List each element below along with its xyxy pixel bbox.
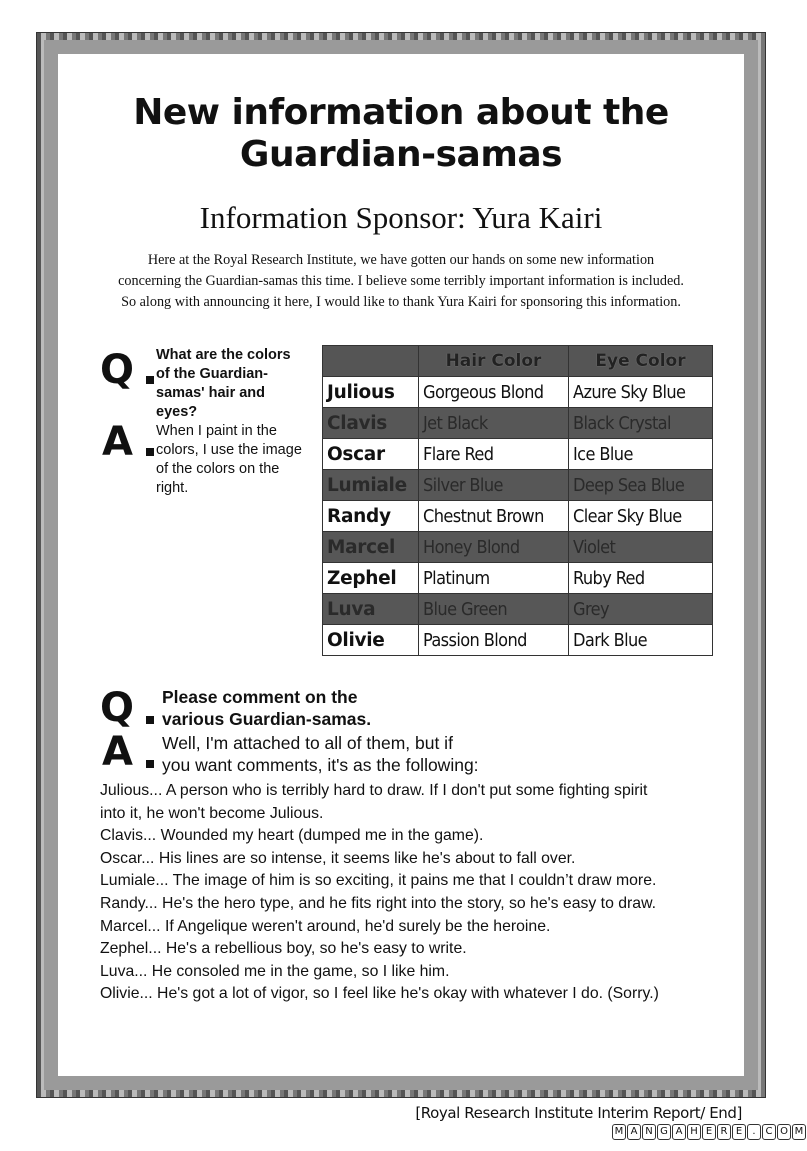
page-content: [58, 54, 744, 1076]
watermark-char: A: [627, 1124, 641, 1140]
eye-color: Black Crystal: [569, 408, 713, 439]
hair-color: Jet Black: [419, 408, 569, 439]
eye-color: Dark Blue: [569, 625, 713, 656]
question-1: What are the colors of the Guardian-samas' hair and eyes?: [156, 347, 291, 420]
watermark-char: N: [642, 1124, 656, 1140]
answer-1: When I paint in the colors, I use the image of the colors on the right.: [156, 423, 302, 496]
title-line-2: Guardian-samas: [239, 134, 563, 175]
q-letter: Q: [100, 685, 135, 731]
sponsor-heading: Information Sponsor: Yura Kairi: [199, 200, 603, 235]
hair-color: Chestnut Brown: [419, 501, 569, 532]
hair-color: Flare Red: [419, 439, 569, 470]
table-row: [323, 594, 713, 625]
table-row: [323, 563, 713, 594]
guardian-name: Lumiale: [323, 470, 419, 501]
watermark-char: R: [717, 1124, 731, 1140]
guardian-name: Randy: [323, 501, 419, 532]
eye-color: Violet: [569, 532, 713, 563]
q-dot: [146, 376, 154, 384]
a-letter: A: [102, 729, 133, 775]
eye-color: Clear Sky Blue: [569, 501, 713, 532]
intro-paragraph: [74, 250, 728, 313]
answer-2: [162, 732, 702, 776]
comment-line: Lumiale... The image of him is so exciting, it pains me that I couldn’t draw more.: [100, 872, 657, 890]
eye-color: Ruby Red: [569, 563, 713, 594]
watermark-char: O: [777, 1124, 791, 1140]
watermark-char: A: [672, 1124, 686, 1140]
header-empty-cell: [323, 346, 419, 377]
question-2-line: various Guardian-samas.: [162, 709, 372, 729]
q-letter: Q: [100, 347, 135, 393]
guardian-name: Julious: [323, 377, 419, 408]
watermark-char: M: [792, 1124, 806, 1140]
table-row: [323, 532, 713, 563]
question-2-line: Please comment on the: [162, 687, 358, 707]
eye-color: Grey: [569, 594, 713, 625]
table-row: [323, 625, 713, 656]
hair-color: Platinum: [419, 563, 569, 594]
header-eye-color: Eye Color: [569, 346, 713, 377]
watermark-char: G: [657, 1124, 671, 1140]
question-2: [162, 686, 632, 730]
hair-color: Silver Blue: [419, 470, 569, 501]
guardian-name: Luva: [323, 594, 419, 625]
comment-line: Julious... A person who is terribly hard to draw. If I don't put some fighting spirit: [100, 782, 648, 799]
site-watermark: [612, 1124, 807, 1140]
table-row: [323, 439, 713, 470]
table-row: [323, 408, 713, 439]
intro-line: Here at the Royal Research Institute, we have gotten our hands on some new information: [147, 252, 655, 268]
answer-2-line: you want comments, it's as the following:: [162, 755, 479, 775]
watermark-char: E: [732, 1124, 746, 1140]
guardian-name: Olivie: [323, 625, 419, 656]
hair-color: Blue Green: [419, 594, 569, 625]
table-row: [323, 470, 713, 501]
comment-line: Clavis... Wounded my heart (dumped me in the game).: [100, 827, 484, 845]
hair-color: Passion Blond: [419, 625, 569, 656]
a-dot: [146, 760, 154, 768]
comment-line: Luva... He consoled me in the game, so I like him.: [100, 962, 450, 980]
watermark-char: H: [687, 1124, 701, 1140]
table-row: [323, 377, 713, 408]
intro-line: concerning the Guardian-samas this time. I believe some terribly important information is included.: [118, 273, 684, 289]
color-table: [322, 345, 713, 656]
guardian-comments: [100, 780, 740, 1006]
hair-color: Gorgeous Blond: [419, 377, 569, 408]
comment-line: Zephel... He's a rebellious boy, so he's easy to write.: [100, 940, 467, 958]
table-row: [323, 501, 713, 532]
title-line-1: New information about the: [133, 92, 669, 133]
eye-color: Deep Sea Blue: [569, 470, 713, 501]
comment-line: into it, he won't become Julious.: [100, 804, 324, 822]
intro-line: So along with announcing it here, I would like to thank Yura Kairi for sponsoring this information.: [121, 294, 681, 310]
watermark-char: .: [747, 1124, 761, 1140]
hair-color: Honey Blond: [419, 532, 569, 563]
header-hair-color: Hair Color: [419, 346, 569, 377]
eye-color: Ice Blue: [569, 439, 713, 470]
table-header-row: [323, 346, 713, 377]
report-footer: [Royal Research Institute Interim Report/ End]: [415, 1104, 742, 1122]
watermark-char: M: [612, 1124, 626, 1140]
guardian-name: Zephel: [323, 563, 419, 594]
guardian-name: Clavis: [323, 408, 419, 439]
guardian-name: Oscar: [323, 439, 419, 470]
q-dot: [146, 716, 154, 724]
guardian-name: Marcel: [323, 532, 419, 563]
comment-line: Randy... He's the hero type, and he fits right into the story, so he's easy to draw.: [100, 894, 656, 912]
comment-line: Marcel... If Angelique weren't around, he'd surely be the heroine.: [100, 917, 551, 935]
a-letter: A: [102, 419, 133, 465]
watermark-char: E: [702, 1124, 716, 1140]
comment-line: Olivie... He's got a lot of vigor, so I feel like he's okay with whatever I do. (Sorry.): [100, 985, 659, 1003]
comment-line: Oscar... His lines are so intense, it seems like he's about to fall over.: [100, 849, 576, 867]
a-dot: [146, 448, 154, 456]
watermark-char: C: [762, 1124, 776, 1140]
answer-2-line: Well, I'm attached to all of them, but if: [162, 733, 453, 753]
eye-color: Azure Sky Blue: [569, 377, 713, 408]
